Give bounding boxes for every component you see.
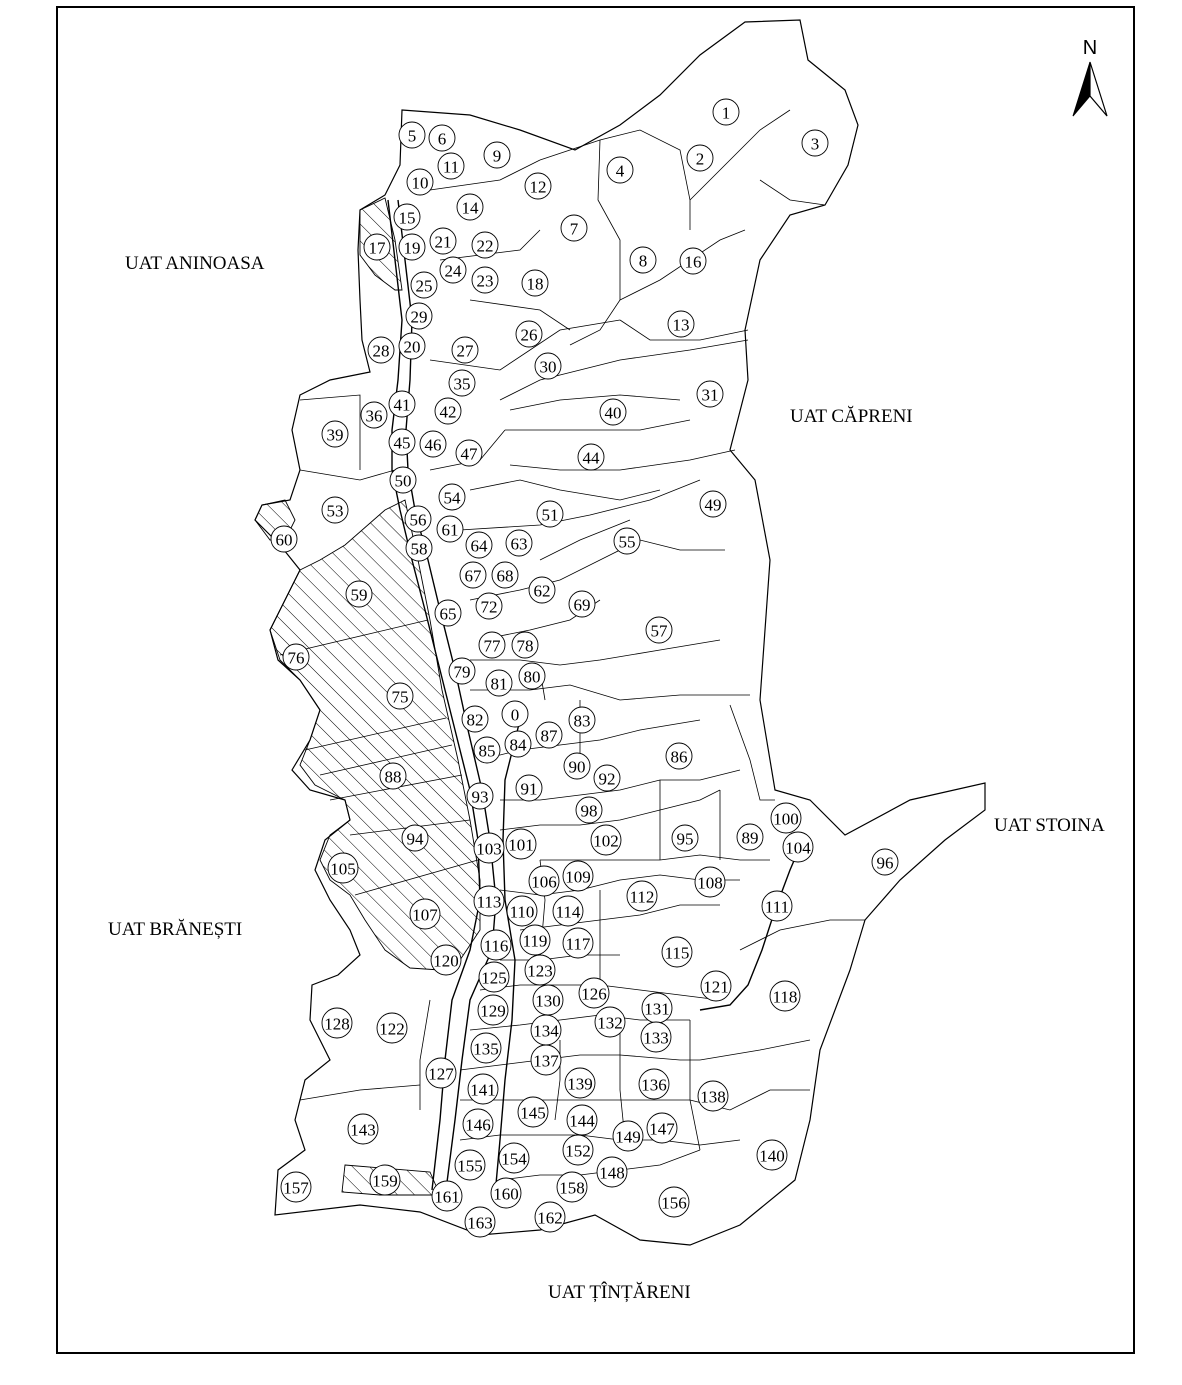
parcel-label-108 — [695, 867, 725, 897]
parcel-label-72 — [476, 593, 502, 619]
parcel-label-44 — [578, 444, 604, 470]
parcel-number: 61 — [441, 520, 459, 540]
parcel-number: 68 — [496, 566, 514, 586]
parcel-label-103 — [474, 833, 504, 863]
parcel-label-121 — [701, 971, 731, 1001]
parcel-number: 8 — [638, 251, 648, 271]
parcel-number: 104 — [785, 838, 811, 858]
parcel-number: 67 — [464, 566, 482, 586]
parcel-number: 76 — [287, 648, 305, 668]
label-uat-aninoasa: UAT ANINOASA — [125, 253, 265, 274]
parcel-number: 19 — [403, 238, 421, 258]
parcel-label-19 — [399, 234, 425, 260]
parcel-label-80 — [519, 663, 545, 689]
parcel-label-21 — [430, 228, 456, 254]
parcel-number: 58 — [410, 539, 428, 559]
parcel-number: 53 — [326, 501, 344, 521]
parcel-number: 147 — [649, 1119, 675, 1139]
parcel-label-83 — [569, 707, 595, 733]
parcel-number: 134 — [533, 1021, 559, 1041]
parcel-label-75 — [387, 683, 413, 709]
parcel-number: 77 — [483, 636, 501, 656]
parcel-number: 80 — [523, 667, 541, 687]
parcel-label-78 — [512, 632, 538, 658]
parcel-number: 152 — [565, 1141, 591, 1161]
parcel-label-54 — [439, 484, 465, 510]
parcel-number: 55 — [618, 532, 636, 552]
parcel-number: 118 — [772, 987, 798, 1007]
parcel-label-3 — [802, 130, 828, 156]
parcel-label-68 — [492, 562, 518, 588]
parcel-number: 42 — [439, 402, 457, 422]
parcel-label-23 — [472, 267, 498, 293]
parcel-number: 40 — [604, 403, 622, 423]
parcel-number: 81 — [490, 674, 508, 694]
parcel-label-65 — [435, 600, 461, 626]
parcel-number: 2 — [695, 149, 705, 169]
parcel-number: 139 — [567, 1074, 593, 1094]
parcel-label-89 — [737, 824, 763, 850]
parcel-label-115 — [662, 937, 692, 967]
parcel-label-12 — [525, 173, 551, 199]
parcel-label-85 — [474, 737, 500, 763]
parcel-label-125 — [479, 962, 509, 992]
parcel-label-1 — [713, 99, 739, 125]
parcel-number: 87 — [540, 726, 558, 746]
parcel-label-64 — [466, 532, 492, 558]
north-arrow-icon — [1073, 37, 1107, 116]
parcel-number: 22 — [476, 236, 494, 256]
parcel-label-17 — [364, 234, 390, 260]
parcel-label-2 — [687, 145, 713, 171]
parcel-label-26 — [516, 321, 542, 347]
parcel-label-50 — [390, 467, 416, 493]
parcel-label-112 — [627, 881, 657, 911]
parcel-number: 5 — [407, 126, 417, 146]
parcel-number: 65 — [439, 604, 457, 624]
parcel-label-113 — [474, 886, 504, 916]
parcel-number: 47 — [460, 444, 478, 464]
parcel-number: 125 — [481, 968, 507, 988]
parcel-number: 10 — [411, 173, 429, 193]
parcel-label-49 — [700, 491, 726, 517]
parcel-number: 127 — [428, 1064, 454, 1084]
parcel-label-79 — [449, 658, 475, 684]
parcel-number: 149 — [615, 1127, 641, 1147]
parcel-label-25 — [411, 272, 437, 298]
parcel-label-31 — [697, 381, 723, 407]
parcel-number: 117 — [565, 934, 591, 954]
parcel-number: 64 — [470, 536, 488, 556]
parcel-label-67 — [460, 562, 486, 588]
parcel-number: 51 — [541, 505, 559, 525]
parcel-label-7 — [561, 215, 587, 241]
parcel-label-131 — [642, 993, 672, 1023]
parcel-number: 79 — [453, 662, 471, 682]
parcel-number: 29 — [410, 307, 428, 327]
parcel-number: 89 — [741, 828, 759, 848]
parcel-number: 46 — [424, 435, 442, 455]
parcel-label-101 — [506, 829, 536, 859]
parcel-label-6 — [429, 125, 455, 151]
parcel-label-119 — [520, 925, 550, 955]
parcel-label-158 — [557, 1172, 587, 1202]
parcel-label-30 — [535, 353, 561, 379]
parcel-number: 59 — [350, 585, 368, 605]
parcel-label-95 — [672, 825, 698, 851]
parcel-number: 129 — [480, 1001, 506, 1021]
parcel-number: 69 — [573, 595, 591, 615]
parcel-label-109 — [563, 861, 593, 891]
parcel-number: 13 — [672, 315, 690, 335]
parcel-label-155 — [455, 1150, 485, 1180]
parcel-label-20 — [399, 333, 425, 359]
map-frame — [57, 7, 1134, 1353]
parcel-number: 163 — [467, 1213, 493, 1233]
parcel-number: 101 — [508, 835, 534, 855]
parcel-number: 107 — [412, 905, 438, 925]
parcel-number: 27 — [456, 341, 474, 361]
parcel-number: 115 — [664, 943, 690, 963]
parcel-number: 123 — [527, 961, 553, 981]
parcel-label-93 — [467, 783, 493, 809]
parcel-label-58 — [406, 535, 432, 561]
parcel-number: 25 — [415, 276, 433, 296]
parcel-number: 108 — [697, 873, 723, 893]
parcel-label-152 — [563, 1135, 593, 1165]
parcel-number: 96 — [876, 853, 894, 873]
parcel-number: 116 — [483, 936, 509, 956]
parcel-number: 12 — [529, 177, 547, 197]
parcel-label-157 — [281, 1172, 311, 1202]
parcel-label-11 — [438, 153, 464, 179]
label-uat-branesti: UAT BRĂNEȘTI — [108, 919, 243, 940]
parcel-label-128 — [322, 1008, 352, 1038]
parcel-label-29 — [406, 303, 432, 329]
parcel-label-105 — [328, 853, 358, 883]
parcel-label-162 — [535, 1202, 565, 1232]
parcel-number: 109 — [565, 867, 591, 887]
parcel-label-143 — [348, 1114, 378, 1144]
parcel-number: 90 — [568, 757, 586, 777]
parcel-label-107 — [410, 899, 440, 929]
parcel-label-28 — [368, 337, 394, 363]
parcel-number: 133 — [643, 1028, 669, 1048]
parcel-label-18 — [522, 270, 548, 296]
parcel-number: 26 — [520, 325, 538, 345]
parcel-number: 100 — [773, 809, 799, 829]
parcel-number: 131 — [644, 999, 670, 1019]
parcel-label-148 — [597, 1157, 627, 1187]
parcel-number: 122 — [379, 1019, 405, 1039]
parcel-label-13 — [668, 311, 694, 337]
parcel-number: 14 — [461, 198, 479, 218]
parcel-label-63 — [506, 530, 532, 556]
parcel-label-123 — [525, 955, 555, 985]
parcel-number: 143 — [350, 1120, 376, 1140]
parcel-label-136 — [639, 1069, 669, 1099]
parcel-number: 82 — [466, 710, 484, 730]
parcel-number: 161 — [434, 1187, 460, 1207]
parcel-label-81 — [486, 670, 512, 696]
parcel-label-144 — [567, 1105, 597, 1135]
parcel-number: 84 — [509, 735, 527, 755]
parcel-number: 120 — [433, 951, 459, 971]
parcel-number: 141 — [470, 1080, 496, 1100]
parcel-number: 126 — [581, 984, 607, 1004]
parcel-number: 72 — [480, 597, 498, 617]
parcel-label-126 — [579, 978, 609, 1008]
parcel-label-8 — [630, 247, 656, 273]
parcel-label-36 — [361, 402, 387, 428]
parcel-number: 45 — [393, 433, 411, 453]
parcel-number: 78 — [516, 636, 534, 656]
parcel-number: 85 — [478, 741, 496, 761]
parcel-number: 31 — [701, 385, 719, 405]
parcel-number: 145 — [520, 1103, 546, 1123]
parcel-label-62 — [529, 577, 555, 603]
parcel-label-137 — [531, 1045, 561, 1075]
parcel-label-27 — [452, 337, 478, 363]
parcel-number: 119 — [522, 931, 548, 951]
parcel-label-9 — [484, 142, 510, 168]
parcel-number: 44 — [582, 448, 600, 468]
parcel-number: 140 — [759, 1146, 785, 1166]
parcel-label-86 — [666, 743, 692, 769]
parcel-number: 159 — [372, 1171, 398, 1191]
parcel-number: 3 — [810, 134, 820, 154]
parcel-label-145 — [518, 1097, 548, 1127]
parcel-label-154 — [499, 1143, 529, 1173]
parcel-label-56 — [405, 506, 431, 532]
parcel-label-15 — [394, 204, 420, 230]
parcel-label-0 — [502, 701, 528, 727]
parcel-number: 20 — [403, 337, 421, 357]
parcel-label-55 — [614, 528, 640, 554]
parcel-number: 111 — [764, 897, 790, 917]
parcel-number: 9 — [492, 146, 502, 166]
parcel-label-161 — [432, 1181, 462, 1211]
parcel-number: 75 — [391, 687, 409, 707]
parcel-number: 94 — [406, 829, 424, 849]
parcel-label-35 — [449, 370, 475, 396]
parcel-number: 21 — [434, 232, 452, 252]
parcel-label-104 — [783, 832, 813, 862]
label-uat-stoina: UAT STOINA — [994, 815, 1105, 836]
parcel-label-129 — [478, 995, 508, 1025]
parcel-number: 35 — [453, 374, 471, 394]
parcel-label-146 — [463, 1109, 493, 1139]
parcel-label-39 — [322, 421, 348, 447]
parcel-number: 36 — [365, 406, 383, 426]
parcel-label-160 — [491, 1178, 521, 1208]
parcel-label-147 — [647, 1113, 677, 1143]
parcel-number: 157 — [283, 1178, 309, 1198]
parcel-label-88 — [380, 763, 406, 789]
parcel-label-156 — [659, 1187, 689, 1217]
parcel-label-46 — [420, 431, 446, 457]
parcel-number: 23 — [476, 271, 494, 291]
parcel-number: 50 — [394, 471, 412, 491]
parcel-number: 105 — [330, 859, 356, 879]
parcel-label-117 — [563, 928, 593, 958]
parcel-number: 156 — [661, 1193, 687, 1213]
parcel-label-14 — [457, 194, 483, 220]
parcel-label-4 — [607, 157, 633, 183]
parcel-label-41 — [389, 391, 415, 417]
parcel-number: 83 — [573, 711, 591, 731]
parcel-label-76 — [283, 644, 309, 670]
parcel-label-141 — [468, 1074, 498, 1104]
parcel-number: 146 — [465, 1115, 491, 1135]
parcel-label-106 — [529, 866, 559, 896]
label-uat-capreni: UAT CĂPRENI — [790, 406, 913, 427]
parcel-label-84 — [505, 731, 531, 757]
parcel-label-69 — [569, 591, 595, 617]
parcel-number: 114 — [555, 902, 581, 922]
parcel-label-59 — [346, 581, 372, 607]
parcel-label-111 — [762, 891, 792, 921]
parcel-number: 11 — [442, 157, 460, 177]
parcel-number: 7 — [569, 219, 579, 239]
parcel-number: 160 — [493, 1184, 519, 1204]
parcel-number: 41 — [393, 395, 411, 415]
hatched-area-west — [270, 500, 480, 970]
parcel-label-45 — [389, 429, 415, 455]
parcel-label-57 — [646, 617, 672, 643]
label-uat-tintareni: UAT ȚÎNȚĂRENI — [548, 1282, 691, 1303]
parcel-number: 56 — [409, 510, 427, 530]
parcel-number: 128 — [324, 1014, 350, 1034]
parcel-number: 6 — [437, 129, 447, 149]
parcel-label-120 — [431, 945, 461, 975]
parcel-label-96 — [872, 849, 898, 875]
parcel-number: 93 — [471, 787, 489, 807]
parcel-number: 158 — [559, 1178, 585, 1198]
parcel-label-135 — [471, 1033, 501, 1063]
parcel-label-100 — [771, 803, 801, 833]
north-letter: N — [1082, 37, 1098, 59]
parcel-number: 28 — [372, 341, 390, 361]
parcel-number: 17 — [368, 238, 386, 258]
parcel-number: 148 — [599, 1163, 625, 1183]
parcel-label-94 — [402, 825, 428, 851]
parcel-number: 92 — [598, 769, 616, 789]
parcel-label-102 — [591, 825, 621, 855]
parcel-number: 91 — [520, 779, 538, 799]
parcel-label-16 — [680, 248, 706, 274]
parcel-label-132 — [595, 1007, 625, 1037]
parcel-number: 113 — [476, 892, 502, 912]
parcel-label-133 — [641, 1022, 671, 1052]
parcel-label-91 — [516, 775, 542, 801]
parcel-label-40 — [600, 399, 626, 425]
parcel-label-51 — [537, 501, 563, 527]
parcel-number: 57 — [650, 621, 668, 641]
parcel-number: 60 — [275, 530, 293, 550]
parcel-label-163 — [465, 1207, 495, 1237]
parcel-label-159 — [370, 1165, 400, 1195]
parcel-number: 0 — [510, 705, 520, 725]
parcel-number: 16 — [684, 252, 702, 272]
parcel-label-118 — [770, 981, 800, 1011]
parcel-label-47 — [456, 440, 482, 466]
parcel-label-87 — [536, 722, 562, 748]
parcel-number: 18 — [526, 274, 544, 294]
parcel-number: 4 — [615, 161, 625, 181]
parcel-number: 1 — [721, 103, 731, 123]
parcel-number: 106 — [531, 872, 557, 892]
parcel-label-92 — [594, 765, 620, 791]
parcel-number: 15 — [398, 208, 416, 228]
parcel-label-5 — [399, 122, 425, 148]
parcel-label-61 — [437, 516, 463, 542]
parcel-number: 121 — [703, 977, 729, 997]
parcel-number: 130 — [535, 991, 561, 1011]
parcel-label-53 — [322, 497, 348, 523]
parcel-number: 49 — [704, 495, 722, 515]
parcel-number: 103 — [476, 839, 502, 859]
parcel-number: 95 — [676, 829, 694, 849]
parcel-label-24 — [440, 257, 466, 283]
parcel-label-90 — [564, 753, 590, 779]
parcel-number: 24 — [444, 261, 462, 281]
parcel-number: 63 — [510, 534, 528, 554]
parcel-label-60 — [271, 526, 297, 552]
parcel-label-134 — [531, 1015, 561, 1045]
parcel-number: 86 — [670, 747, 688, 767]
parcel-number: 137 — [533, 1051, 559, 1071]
parcel-number: 110 — [509, 902, 535, 922]
parcel-label-130 — [533, 985, 563, 1015]
parcel-label-114 — [553, 896, 583, 926]
parcel-label-77 — [479, 632, 505, 658]
parcel-number: 88 — [384, 767, 402, 787]
parcel-number: 102 — [593, 831, 619, 851]
parcel-number: 54 — [443, 488, 461, 508]
parcel-number: 30 — [539, 357, 557, 377]
parcel-number: 155 — [457, 1156, 483, 1176]
parcel-number: 112 — [629, 887, 655, 907]
parcel-label-139 — [565, 1068, 595, 1098]
parcel-number: 62 — [533, 581, 551, 601]
parcel-number: 98 — [580, 801, 598, 821]
parcel-label-110 — [507, 896, 537, 926]
parcel-number: 154 — [501, 1149, 527, 1169]
parcel-number: 39 — [326, 425, 344, 445]
parcel-number: 162 — [537, 1208, 563, 1228]
parcel-label-127 — [426, 1058, 456, 1088]
parcel-label-138 — [698, 1081, 728, 1111]
parcel-label-42 — [435, 398, 461, 424]
parcel-label-82 — [462, 706, 488, 732]
parcel-label-116 — [481, 930, 511, 960]
parcel-number: 136 — [641, 1075, 667, 1095]
parcel-number: 135 — [473, 1039, 499, 1059]
parcel-label-10 — [407, 169, 433, 195]
parcel-number: 144 — [569, 1111, 595, 1131]
parcel-label-122 — [377, 1013, 407, 1043]
parcel-label-22 — [472, 232, 498, 258]
parcel-label-98 — [576, 797, 602, 823]
parcel-label-149 — [613, 1121, 643, 1151]
parcel-number: 138 — [700, 1087, 726, 1107]
parcel-label-140 — [757, 1140, 787, 1170]
parcel-number: 132 — [597, 1013, 623, 1033]
